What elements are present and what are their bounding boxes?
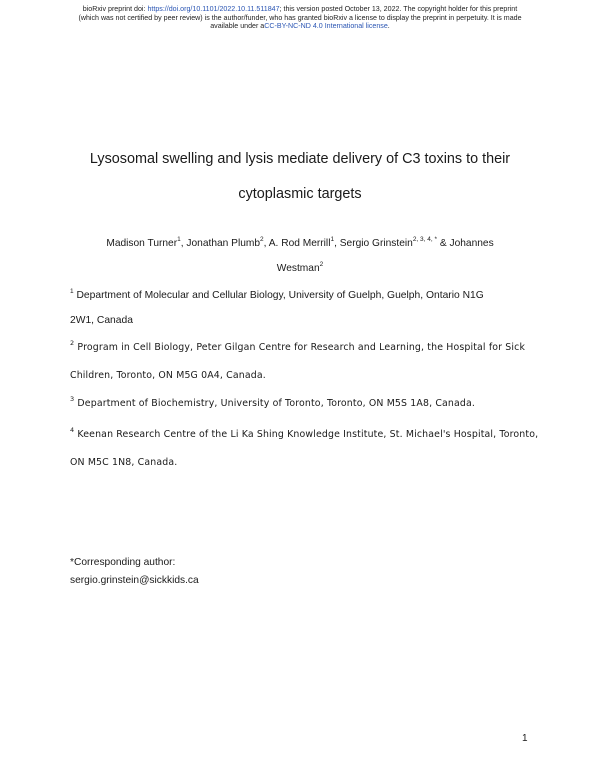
affiliation-2-line-2: Children, Toronto, ON M5G 0A4, Canada. [70,370,266,381]
preprint-header [0,5,600,31]
affiliation-4-line-1: $^4$ Keenan Research Centre of the Li Ka Shing Knowledge Institute, St. Michael's Hospital, Toronto, [70,426,539,440]
affiliation-4-line-2: ON M5C 1N8, Canada. [70,457,178,468]
authors-line-2: Westman$^2$ [276,261,324,274]
affiliation-1-line-1: $^1$ Department of Molecular and Cellular Biology, University of Guelph, Guelph, Ontario N1G [70,288,484,301]
corresponding-author-email[interactable]: sergio.grinstein@sickkids.ca [70,575,199,586]
header-line-3: available under aCC-BY-NC-ND 4.0 International license. [210,22,390,30]
title-line-1: Lysosomal swelling and lysis mediate delivery of C3 toxins to their [89,151,511,167]
affiliation-2-line-1: $^2$ Program in Cell Biology, Peter Gilgan Centre for Research and Learning, the Hospital for Sick [70,339,526,353]
doi-link[interactable]: https://doi.org/10.1101/2022.10.11.511847 [147,5,280,13]
header-line-1: bioRxiv preprint doi: https://doi.org/10.1101/2022.10.11.511847; this version posted October 13, 2022. The copyright holder for this preprint [82,5,518,13]
affiliation-1-line-2: 2W1, Canada [70,315,133,326]
corresponding-author-label: *Corresponding author: [70,557,176,568]
authors-line-1: Madison Turner$^1$, Jonathan Plumb$^2$, A. Rod Merrill$^1$, Sergio Grinstein$^{2, 3, 4, *}$ & Johannes [106,236,494,249]
license-link[interactable]: CC-BY-NC-ND 4.0 International license [264,22,388,30]
affiliation-3: $^3$ Department of Biochemistry, University of Toronto, Toronto, ON M5S 1A8, Canada. [70,395,476,409]
header-line-2: (which was not certified by peer review) is the author/funder, who has granted bioRxiv a license to display the preprint in perpetuity. It is made [78,13,522,22]
page-number: 1 [522,733,528,744]
title-line-2: cytoplasmic targets [238,186,362,202]
